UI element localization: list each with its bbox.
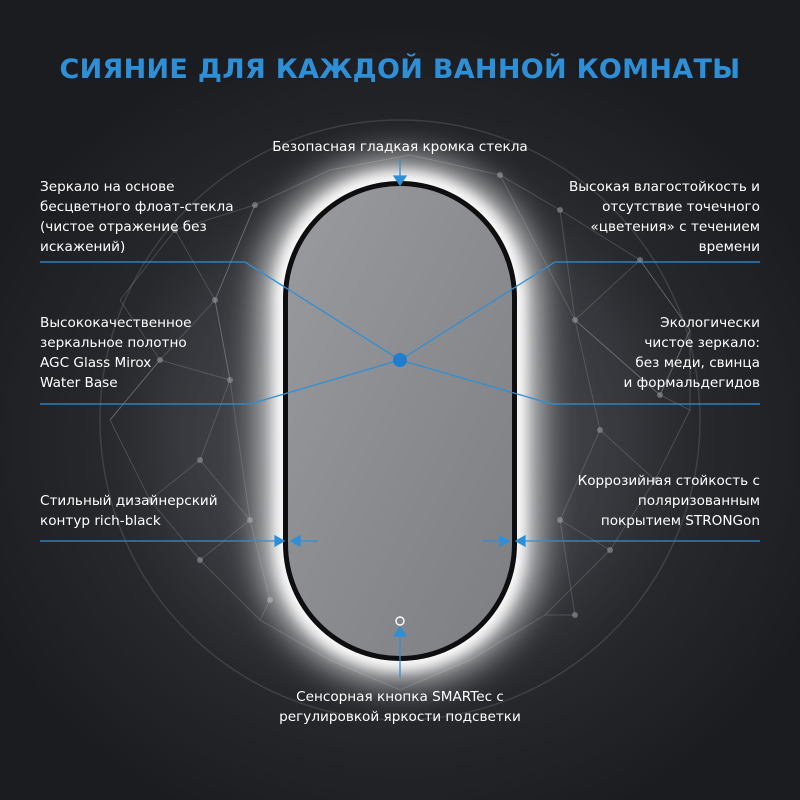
callout-corrosion: Коррозийная стойкость с поляризованным покрытием STRONGon xyxy=(577,473,760,529)
callout-eco: Экологически чистое зеркало: без меди, свинца и формальдегидов xyxy=(623,315,760,391)
callout-touch: Сенсорная кнопка SMARTec с регулировкой яркости подсветки xyxy=(279,689,521,725)
callout-mirror-sheet: Высококачественное зеркальное полотно AGC Glass Mirox Water Base xyxy=(40,315,192,391)
blue-dot-icon xyxy=(393,353,407,367)
callout-float-glass: Зеркало на основе бесцветного флоат-стекла (чистое отражение без искажений) xyxy=(40,179,234,255)
callout-edge: Безопасная гладкая кромка стекла xyxy=(272,139,528,155)
callout-contour: Стильный дизайнерский контур rich-black xyxy=(40,493,218,529)
mirror-glass xyxy=(288,186,512,656)
callout-moisture: Высокая влагостойкость и отсутствие точечного «цветения» с течением времени xyxy=(568,179,760,255)
page-title: СИЯНИЕ ДЛЯ КАЖДОЙ ВАННОЙ КОМНАТЫ xyxy=(59,54,741,85)
